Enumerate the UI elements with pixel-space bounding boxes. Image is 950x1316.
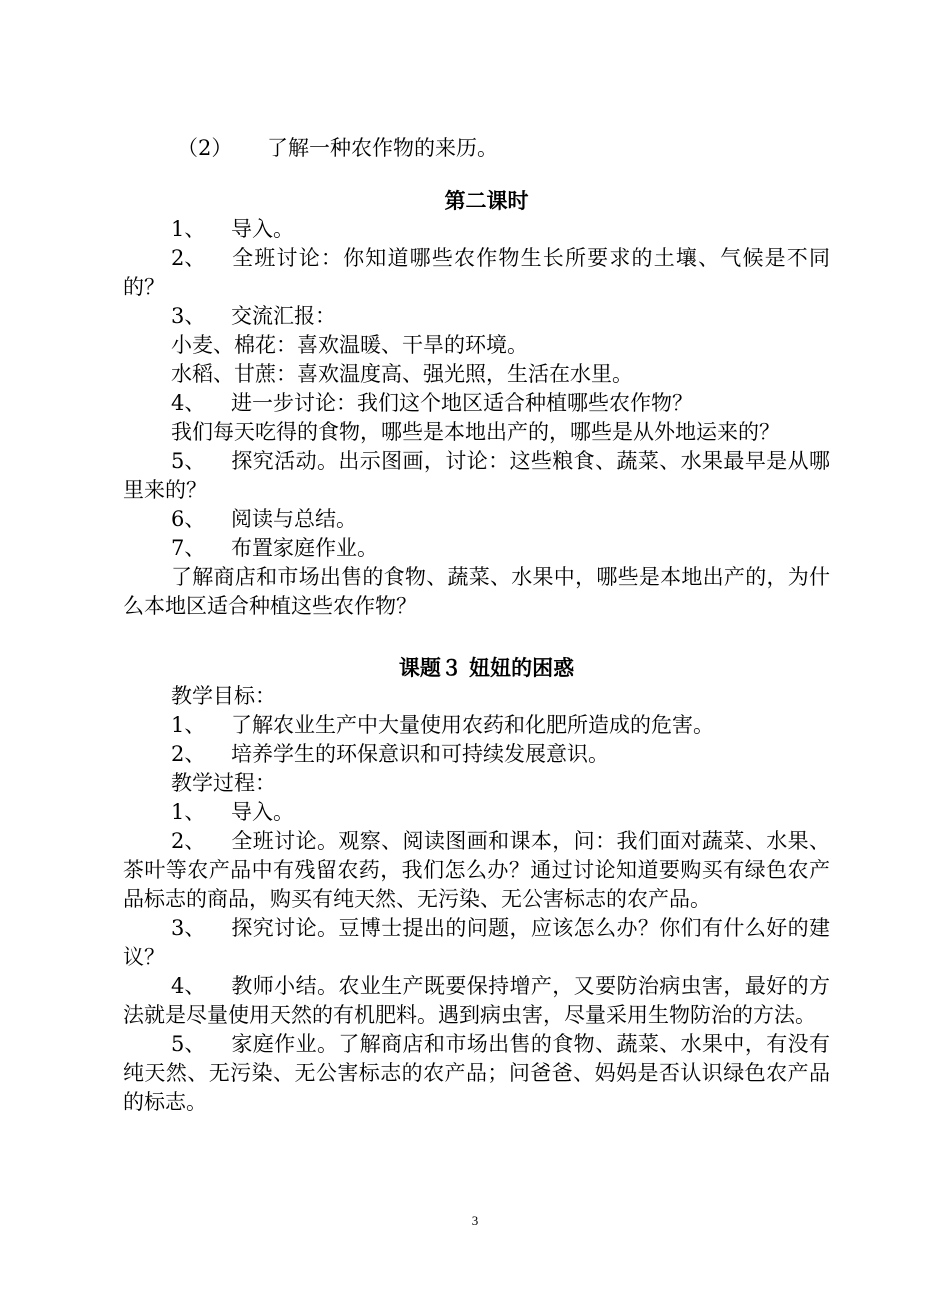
list-item — [123, 740, 830, 769]
list-item — [123, 505, 830, 534]
paragraph: 教学过程： — [171, 771, 276, 795]
list-number: 7、 — [171, 536, 206, 560]
list-number: 3、 — [171, 304, 206, 328]
list-number: 5、 — [171, 1032, 206, 1056]
list-number: 1、 — [171, 800, 206, 824]
section-heading: 课题３ 妞妞的困惑 — [398, 655, 575, 680]
list-text: 导入。 — [231, 217, 294, 241]
list-item — [123, 972, 830, 1030]
list-number: 4、 — [171, 391, 206, 415]
list-number: 4、 — [171, 974, 206, 998]
list-text: 交流汇报： — [231, 304, 336, 328]
list-number: 2、 — [171, 742, 206, 766]
list-item — [123, 447, 830, 505]
list-item — [123, 389, 830, 418]
list-text: 培养学生的环保意识和可持续发展意识。 — [231, 742, 609, 766]
paragraph: 了解商店和市场出售的食物、蔬菜、水果中，哪些是本地出产的，为什么本地区适合种植这些农作物？ — [123, 565, 830, 618]
list-number: 3、 — [171, 916, 206, 940]
list-number: 5、 — [171, 449, 206, 473]
paragraph: 我们每天吃得的食物，哪些是本地出产的，哪些是从外地运来的？ — [171, 420, 780, 444]
list-text: 教师小结。农业生产既要保持增产，又要防治病虫害，最好的方法就是尽量使用天然的有机肥料。遇到病虫害，尽量采用生物防治的方法。 — [123, 974, 830, 1027]
list-text: 导入。 — [231, 800, 294, 824]
list-item — [123, 711, 830, 740]
section-heading: 第二课时 — [444, 188, 529, 213]
list-number: 2、 — [171, 829, 206, 853]
list-item — [123, 215, 830, 244]
list-item — [123, 827, 830, 914]
paragraph: 水稻、甘蔗：喜欢温度高、强光照，生活在水里。 — [171, 362, 633, 386]
list-item — [123, 244, 830, 302]
list-number: （2） — [177, 136, 233, 160]
list-text: 全班讨论：你知道哪些农作物生长所要求的土壤、气候是不同的？ — [123, 246, 830, 299]
list-text: 进一步讨论：我们这个地区适合种植哪些农作物？ — [231, 391, 693, 415]
list-number: 2、 — [171, 246, 206, 270]
list-number: 1、 — [171, 713, 206, 737]
list-text: 探究讨论。豆博士提出的问题，应该怎么办？你们有什么好的建议？ — [123, 916, 830, 969]
page-content — [123, 134, 830, 1117]
list-item — [123, 534, 830, 563]
list-item — [123, 302, 830, 331]
list-text: 家庭作业。了解商店和市场出售的食物、蔬菜、水果中，有没有纯天然、无污染、无公害标志的农产品；问爸爸、妈妈是否认识绿色农产品的标志。 — [123, 1032, 830, 1114]
list-number: 6、 — [171, 507, 206, 531]
list-text: 全班讨论。观察、阅读图画和课本，问：我们面对蔬菜、水果、茶叶等农产品中有残留农药，我们怎么办？通过讨论知道要购买有绿色农产品标志的商品，购买有纯天然、无污染、无公害标志的农产品。 — [123, 829, 830, 911]
list-text: 阅读与总结。 — [231, 507, 357, 531]
list-item — [123, 134, 830, 163]
list-item — [123, 914, 830, 972]
list-text: 探究活动。出示图画，讨论：这些粮食、蔬菜、水果最早是从哪里来的？ — [123, 449, 830, 502]
paragraph: 小麦、棉花：喜欢温暖、干旱的环境。 — [171, 333, 528, 357]
list-text: 了解农业生产中大量使用农药和化肥所造成的危害。 — [231, 713, 714, 737]
list-item — [123, 1030, 830, 1117]
list-text: 布置家庭作业。 — [231, 536, 378, 560]
list-text: 了解一种农作物的来历。 — [267, 136, 498, 160]
list-number: 1、 — [171, 217, 206, 241]
list-item — [123, 798, 830, 827]
paragraph: 教学目标： — [171, 684, 276, 708]
page-number: 3 — [471, 1213, 479, 1228]
